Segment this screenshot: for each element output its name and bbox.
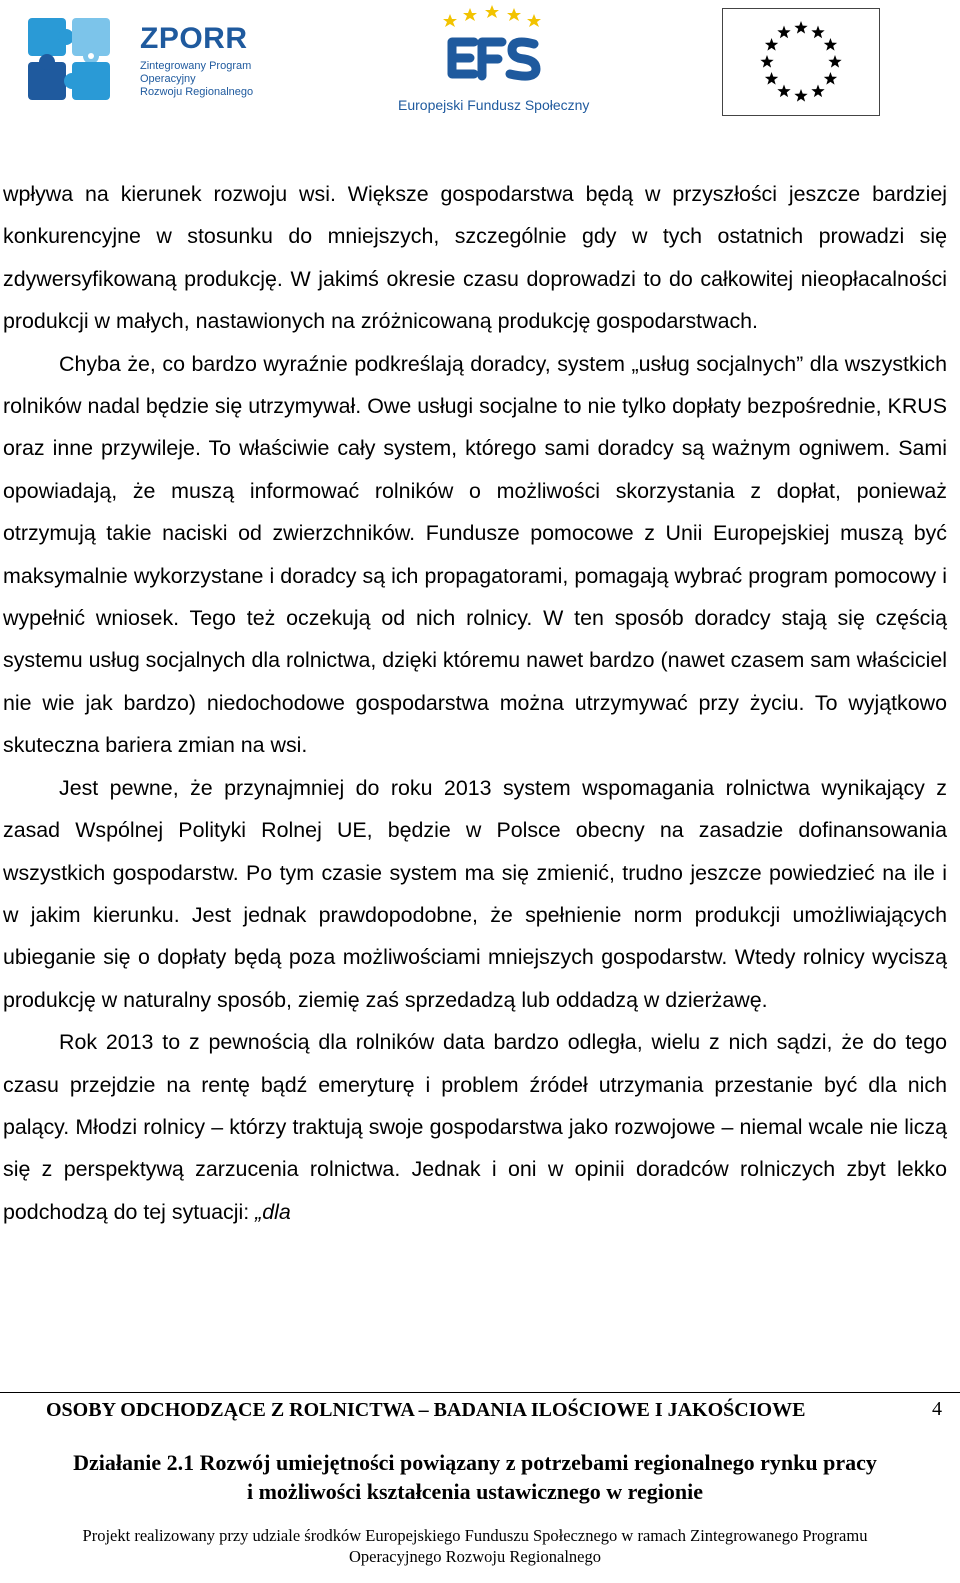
efs-logo <box>398 4 588 120</box>
zporr-title: ZPORR <box>140 22 248 55</box>
efs-mark-icon <box>398 4 588 96</box>
paragraph-3: Jest pewne, że przynajmniej do roku 2013 system wspomagania rolnictwa wynikający z zasad Wspólnej Polityki Rolnej UE, będzie w Polsce obecny na zasadzie dofinansowania wszystkich gospodarstw. Po tym czasie system ma się zmienić, trudno jeszcze powiedzieć na ile i w jakim kierunku. Jest jednak prawdopodobne, że spełnienie norm produkcji umożliwiających ubieganie się o dopłaty będą poza możliwościami mniejszych gospodarstw. Wtedy rolnicy wyciszą produkcję w naturalny sposób, ziemię zaś sprzedadzą lub oddadzą w dzierżawę. <box>3 775 947 1012</box>
paragraph-4-quote: „dla <box>255 1199 291 1224</box>
zporr-subtitle: Zintegrowany Program Operacyjny Rozwoju Regionalnego <box>140 60 254 98</box>
efs-caption: Europejski Fundusz Społeczny <box>398 97 590 113</box>
paragraph-4-text: Rok 2013 to z pewnością dla rolników data bardzo odległa, wielu z nich sądzi, że do tego czasu przejdzie na rentę bądź emeryturę i problem źródeł utrzymania przestanie być dla nich palący. Młodzi rolnicy – którzy traktują swoje gospodarstwa jako rozwojowe – niemal wcale nie liczą się z perspektywą zarzucenia rolnictwa. Jednak i oni w opinii doradców rolniczych zbyt lekko podchodzą do tej sytuacji: <box>3 1030 947 1224</box>
zporr-logo <box>24 10 264 110</box>
eu-flag-icon <box>722 8 880 116</box>
paragraph-4 <box>3 1021 947 1233</box>
puzzle-icon <box>24 12 116 108</box>
project-note: Projekt realizowany przy udziale środków Europejskiego Funduszu Społecznego w ramach Zintegrowanego Programu Operacyjnego Rozwoju Regionalnego <box>82 1526 868 1566</box>
paragraph-2: Chyba że, co bardzo wyraźnie podkreślają doradcy, system „usług socjalnych” dla wszystkich rolników nadal będzie się utrzymywał. Owe usługi socjalne to nie tylko dopłaty bezpośrednie, KRUS oraz inne przywileje. To właściwie cały system, którego sami doradcy są ważnym ogniwem. Sami opowiadają, że muszą informować rolników o możliwości skorzystania z dopłat, ponieważ otrzymują takie naciski od zwierzchników. Fundusze pomocowe z Unii Europejskiej muszą być maksymalnie wykorzystane i doradcy są ich propagatorami, pomagają wybrać program pomocowy i wypełnić wniosek. Tego też oczekują od nich rolnicy. W ten sposób doradcy stają się częścią systemu usług socjalnych dla rolnictwa, dzięki któremu nawet bardzo (nawet czasem sam właściciel nie wie jak bardzo) niedochodowe gospodarstwa można utrzymywać przy życiu. To wyjątkowo skuteczna bariera zmian na wsi. <box>3 351 947 758</box>
paragraph-1: wpływa na kierunek rozwoju wsi. Większe gospodarstwa będą w przyszłości jeszcze bardziej konkurencyjne w stosunku do mniejszych, szczególnie gdy w tych ostatnich prowadzi się zdywersyfikowaną produkcję. W jakimś okresie czasu doprowadzi to do całkowitej nieopłacalności produkcji w małych, nastawionych na zróżnicowaną produkcję gospodarstwach. <box>3 182 947 334</box>
page-header <box>0 0 960 130</box>
running-title: OSOBY ODCHODZĄCE Z ROLNICTWA – BADANIA ILOŚCIOWE I JAKOŚCIOWE <box>46 1399 806 1421</box>
page-number: 4 <box>932 1398 942 1420</box>
footer-divider <box>0 1392 960 1393</box>
action-title: Działanie 2.1 Rozwój umiejętności powiązany z potrzebami regionalnego rynku pracy i możliwości kształcenia ustawicznego w regionie <box>73 1450 877 1504</box>
document-body <box>3 173 947 1233</box>
